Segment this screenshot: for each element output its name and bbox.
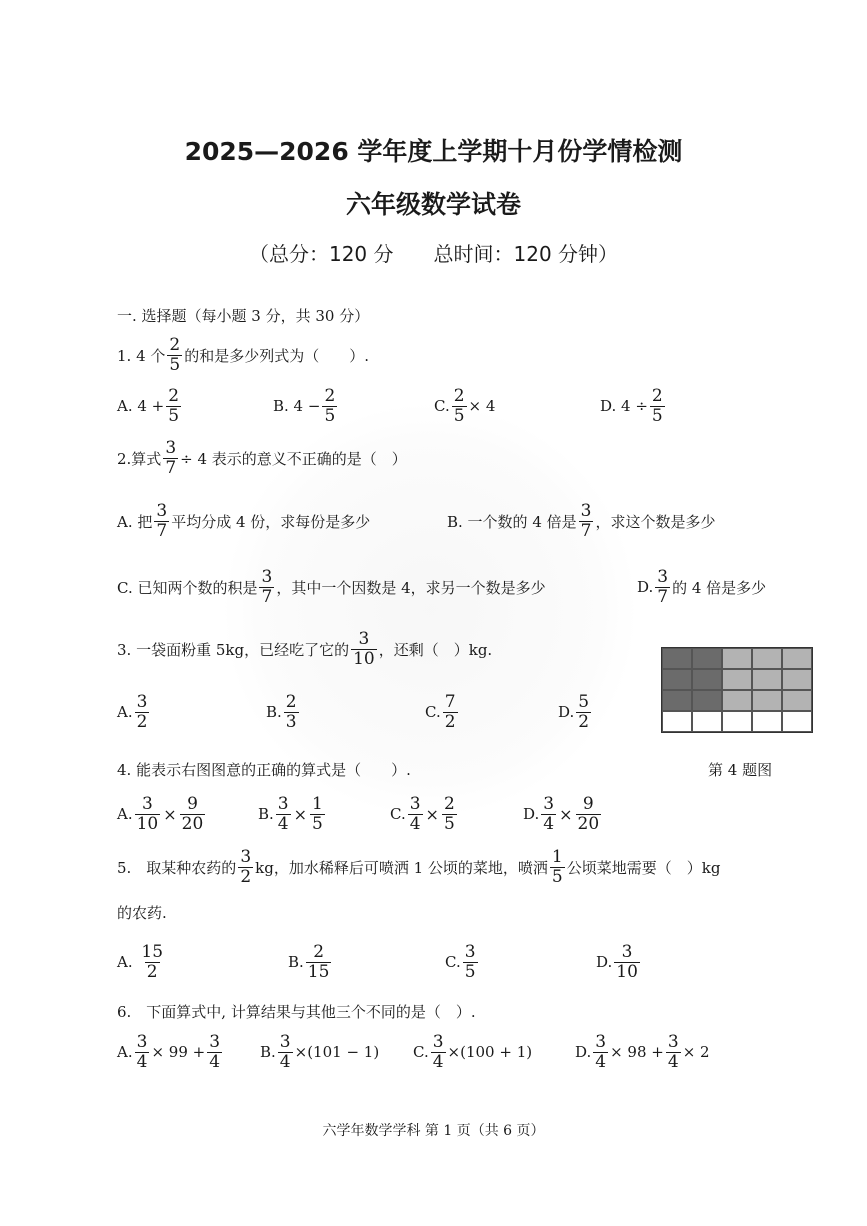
question-5: 5. 取某种农药的 $\frac{3}{2}$ kg，加水稀释后可喷洒 1 公顷的菜地，喷洒 $\frac{1}{5}$ 公顷菜地需要（ ）kg bbox=[117, 846, 721, 887]
question-4: 4. 能表示右图图意的正确的算式是（ ）. bbox=[117, 761, 411, 779]
q5-option-d[interactable]: D. $\frac{3}{10}$ bbox=[596, 941, 638, 982]
q4-option-b[interactable]: B. $\frac{3}{4}$ × $\frac{1}{5}$ bbox=[258, 793, 323, 834]
section-heading: 一. 选择题（每小题 3 分，共 30 分） bbox=[117, 307, 370, 325]
question-6: 6. 下面算式中, 计算结果与其他三个不同的是（ ）. bbox=[117, 1003, 476, 1021]
grid-cell bbox=[692, 669, 722, 690]
q3-option-b[interactable]: B. $\frac{2}{3}$ bbox=[266, 691, 297, 732]
grid-cell bbox=[752, 669, 782, 690]
question-1: 1. 4 个 $\frac{2}{5}$ 的和是多少列式为（ ）. bbox=[117, 334, 370, 375]
page-footer: 六学年数学学科 第 1 页（共 6 页） bbox=[322, 1123, 545, 1139]
q2-option-d[interactable]: D. $\frac{3}{7}$ 的 4 倍是多少 bbox=[637, 566, 767, 607]
grid-cell bbox=[662, 711, 692, 732]
figure-caption: 第 4 题图 bbox=[708, 761, 773, 779]
q1-option-a[interactable]: A. 4 + $\frac{2}{5}$ bbox=[117, 385, 180, 426]
grid-cell bbox=[782, 648, 812, 669]
fraction: $\frac{2}{5}$ bbox=[169, 334, 181, 375]
score-info: （总分：120 分 总时间：120 分钟） bbox=[248, 242, 619, 266]
grid-cell bbox=[782, 690, 812, 711]
fraction: $\frac{3}{10}$ bbox=[353, 628, 375, 669]
q3-option-c[interactable]: C. $\frac{7}{2}$ bbox=[425, 691, 456, 732]
q1-option-d[interactable]: D. 4 ÷ $\frac{2}{5}$ bbox=[600, 385, 663, 426]
question-5-line2: 的农药. bbox=[117, 904, 167, 922]
grid-cell bbox=[662, 669, 692, 690]
q2-option-a[interactable]: A. 把 $\frac{3}{7}$ 平均分成 4 份，求每份是多少 bbox=[117, 500, 371, 541]
q4-figure-grid bbox=[661, 647, 813, 733]
q5-option-b[interactable]: B. $\frac{2}{15}$ bbox=[288, 941, 330, 982]
q2-option-b[interactable]: B. 一个数的 4 倍是 $\frac{3}{7}$ ，求这个数是多少 bbox=[447, 500, 716, 541]
q5-option-c[interactable]: C. $\frac{3}{5}$ bbox=[445, 941, 476, 982]
q3-option-d[interactable]: D. $\frac{5}{2}$ bbox=[558, 691, 590, 732]
grid-cell bbox=[722, 669, 752, 690]
q4-option-c[interactable]: C. $\frac{3}{4}$ × $\frac{2}{5}$ bbox=[390, 793, 455, 834]
grid-cell bbox=[752, 690, 782, 711]
grid-cell bbox=[752, 648, 782, 669]
q6-option-b[interactable]: B. $\frac{3}{4}$ ×(101 − 1) bbox=[260, 1031, 380, 1072]
question-2: 2.算式 $\frac{3}{7}$ ÷ 4 表示的意义不正确的是（ ） bbox=[117, 437, 407, 478]
grid-cell bbox=[722, 711, 752, 732]
grid-cell bbox=[692, 690, 722, 711]
q6-option-a[interactable]: A. $\frac{3}{4}$ × 99 + $\frac{3}{4}$ bbox=[117, 1031, 221, 1072]
q1-option-b[interactable]: B. 4 − $\frac{2}{5}$ bbox=[273, 385, 336, 426]
exam-subtitle: 六年级数学试卷 bbox=[345, 190, 521, 219]
q1-option-c[interactable]: C. $\frac{2}{5}$ × 4 bbox=[434, 385, 496, 426]
q3-option-a[interactable]: A. $\frac{3}{2}$ bbox=[117, 691, 148, 732]
q4-option-d[interactable]: D. $\frac{3}{4}$ × $\frac{9}{20}$ bbox=[523, 793, 600, 834]
grid-cell bbox=[692, 711, 722, 732]
grid-cell bbox=[722, 648, 752, 669]
question-3: 3. 一袋面粉重 5kg，已经吃了它的 $\frac{3}{10}$ ，还剩（ ）kg. bbox=[117, 628, 493, 669]
grid-cell bbox=[782, 711, 812, 732]
q2-option-c[interactable]: C. 已知两个数的积是 $\frac{3}{7}$ ，其中一个因数是 4，求另一个数是多少 bbox=[117, 566, 546, 607]
exam-title: 2025—2026 学年度上学期十月份学情检测 bbox=[184, 137, 683, 166]
q5-option-a[interactable]: A. $\frac{15}{2}$ bbox=[117, 941, 164, 982]
grid-cell bbox=[782, 669, 812, 690]
q4-option-a[interactable]: A. $\frac{3}{10}$ × $\frac{9}{20}$ bbox=[117, 793, 204, 834]
grid-cell bbox=[662, 648, 692, 669]
grid-cell bbox=[692, 648, 722, 669]
grid-cell bbox=[722, 690, 752, 711]
q6-option-d[interactable]: D. $\frac{3}{4}$ × 98 + $\frac{3}{4}$ × 2 bbox=[575, 1031, 710, 1072]
grid-cell bbox=[662, 690, 692, 711]
q6-option-c[interactable]: C. $\frac{3}{4}$ ×(100 + 1) bbox=[413, 1031, 533, 1072]
fraction: $\frac{3}{7}$ bbox=[165, 437, 177, 478]
grid-cell bbox=[752, 711, 782, 732]
